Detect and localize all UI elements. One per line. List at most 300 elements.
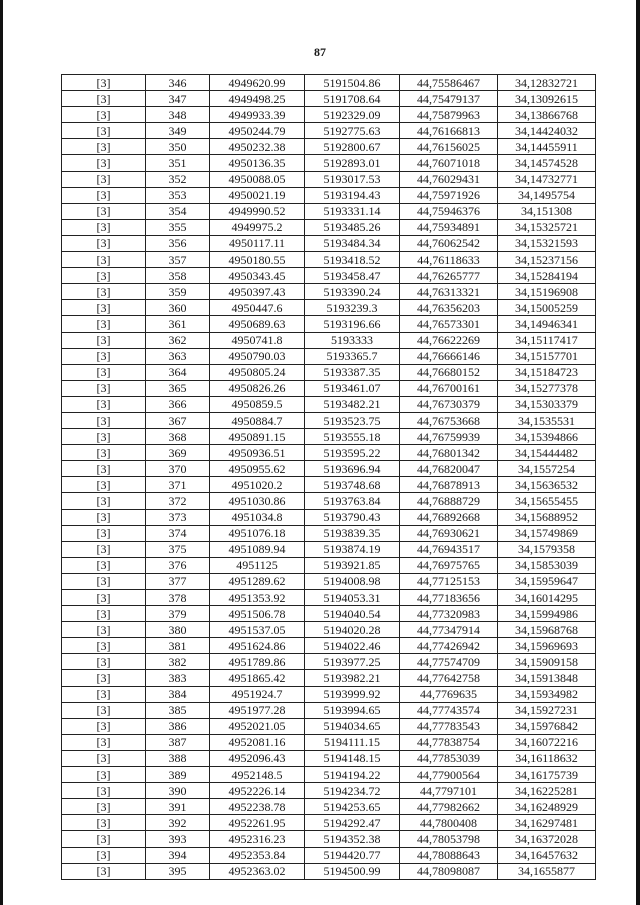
latitude-cell: 44,75971926 — [400, 187, 498, 203]
x-coordinate-cell: 4951865.42 — [210, 670, 305, 686]
table-row — [62, 557, 596, 573]
point-number-cell: 380 — [146, 622, 210, 638]
source-ref-cell: [3] — [62, 348, 146, 364]
point-number-cell: 376 — [146, 557, 210, 573]
latitude-cell: 44,75934891 — [400, 219, 498, 235]
x-coordinate-cell: 4952148.5 — [210, 767, 305, 783]
longitude-cell: 34,15237156 — [498, 252, 596, 268]
source-ref-cell: [3] — [62, 847, 146, 863]
y-coordinate-cell: 5191504.86 — [305, 75, 400, 91]
table-row — [62, 493, 596, 509]
point-number-cell: 349 — [146, 123, 210, 139]
source-ref-cell: [3] — [62, 493, 146, 509]
longitude-cell: 34,1557254 — [498, 461, 596, 477]
x-coordinate-cell: 4949990.52 — [210, 203, 305, 219]
longitude-cell: 34,15394866 — [498, 429, 596, 445]
point-number-cell: 363 — [146, 348, 210, 364]
y-coordinate-cell: 5194194.22 — [305, 767, 400, 783]
x-coordinate-cell: 4951034.8 — [210, 509, 305, 525]
longitude-cell: 34,14455911 — [498, 139, 596, 155]
source-ref-cell: [3] — [62, 831, 146, 847]
table-row — [62, 107, 596, 123]
point-number-cell: 383 — [146, 670, 210, 686]
source-ref-cell: [3] — [62, 316, 146, 332]
longitude-cell: 34,15321593 — [498, 235, 596, 251]
y-coordinate-cell: 5193982.21 — [305, 670, 400, 686]
table-row — [62, 332, 596, 348]
table-row — [62, 364, 596, 380]
longitude-cell: 34,15934982 — [498, 686, 596, 702]
source-ref-cell: [3] — [62, 702, 146, 718]
table-row — [62, 171, 596, 187]
point-number-cell: 385 — [146, 702, 210, 718]
point-number-cell: 368 — [146, 429, 210, 445]
longitude-cell: 34,15968768 — [498, 622, 596, 638]
latitude-cell: 44,77426942 — [400, 638, 498, 654]
latitude-cell: 44,77125153 — [400, 573, 498, 589]
longitude-cell: 34,15157701 — [498, 348, 596, 364]
latitude-cell: 44,75479137 — [400, 91, 498, 107]
point-number-cell: 350 — [146, 139, 210, 155]
point-number-cell: 362 — [146, 332, 210, 348]
latitude-cell: 44,7800408 — [400, 815, 498, 831]
x-coordinate-cell: 4950891.15 — [210, 429, 305, 445]
x-coordinate-cell: 4951624.86 — [210, 638, 305, 654]
latitude-cell: 44,75946376 — [400, 203, 498, 219]
table-row — [62, 187, 596, 203]
x-coordinate-cell: 4951030.86 — [210, 493, 305, 509]
coordinates-table — [61, 74, 596, 880]
y-coordinate-cell: 5193482.21 — [305, 396, 400, 412]
latitude-cell: 44,77347914 — [400, 622, 498, 638]
longitude-cell: 34,15005259 — [498, 300, 596, 316]
latitude-cell: 44,76666146 — [400, 348, 498, 364]
point-number-cell: 366 — [146, 396, 210, 412]
x-coordinate-cell: 4951353.92 — [210, 590, 305, 606]
point-number-cell: 361 — [146, 316, 210, 332]
longitude-cell: 34,1535531 — [498, 412, 596, 428]
table-row — [62, 300, 596, 316]
longitude-cell: 34,15994986 — [498, 606, 596, 622]
source-ref-cell: [3] — [62, 718, 146, 734]
y-coordinate-cell: 5194253.65 — [305, 799, 400, 815]
longitude-cell: 34,16175739 — [498, 767, 596, 783]
x-coordinate-cell: 4950826.26 — [210, 380, 305, 396]
page-number: 87 — [314, 45, 326, 59]
source-ref-cell: [3] — [62, 525, 146, 541]
table-row — [62, 815, 596, 831]
y-coordinate-cell: 5193331.14 — [305, 203, 400, 219]
source-ref-cell: [3] — [62, 235, 146, 251]
longitude-cell: 34,15196908 — [498, 284, 596, 300]
source-ref-cell: [3] — [62, 461, 146, 477]
point-number-cell: 382 — [146, 654, 210, 670]
longitude-cell: 34,15969693 — [498, 638, 596, 654]
y-coordinate-cell: 5193239.3 — [305, 300, 400, 316]
table-row — [62, 654, 596, 670]
longitude-cell: 34,15184723 — [498, 364, 596, 380]
table-row — [62, 767, 596, 783]
longitude-cell: 34,14424032 — [498, 123, 596, 139]
point-number-cell: 378 — [146, 590, 210, 606]
point-number-cell: 354 — [146, 203, 210, 219]
point-number-cell: 390 — [146, 783, 210, 799]
y-coordinate-cell: 5193994.65 — [305, 702, 400, 718]
x-coordinate-cell: 4952261.95 — [210, 815, 305, 831]
y-coordinate-cell: 5193595.22 — [305, 445, 400, 461]
source-ref-cell: [3] — [62, 268, 146, 284]
point-number-cell: 394 — [146, 847, 210, 863]
y-coordinate-cell: 5194420.77 — [305, 847, 400, 863]
point-number-cell: 357 — [146, 252, 210, 268]
y-coordinate-cell: 5193461.07 — [305, 380, 400, 396]
longitude-cell: 34,15655455 — [498, 493, 596, 509]
latitude-cell: 44,76071018 — [400, 155, 498, 171]
y-coordinate-cell: 5193418.52 — [305, 252, 400, 268]
y-coordinate-cell: 5193790.43 — [305, 509, 400, 525]
point-number-cell: 375 — [146, 541, 210, 557]
x-coordinate-cell: 4950936.51 — [210, 445, 305, 461]
x-coordinate-cell: 4950741.8 — [210, 332, 305, 348]
latitude-cell: 44,77574709 — [400, 654, 498, 670]
latitude-cell: 44,76759939 — [400, 429, 498, 445]
y-coordinate-cell: 5194053.31 — [305, 590, 400, 606]
x-coordinate-cell: 4950397.43 — [210, 284, 305, 300]
point-number-cell: 365 — [146, 380, 210, 396]
x-coordinate-cell: 4952363.02 — [210, 863, 305, 879]
y-coordinate-cell: 5194111.15 — [305, 734, 400, 750]
latitude-cell: 44,76878913 — [400, 477, 498, 493]
point-number-cell: 358 — [146, 268, 210, 284]
x-coordinate-cell: 4949933.39 — [210, 107, 305, 123]
x-coordinate-cell: 4950244.79 — [210, 123, 305, 139]
source-ref-cell: [3] — [62, 332, 146, 348]
x-coordinate-cell: 4950343.45 — [210, 268, 305, 284]
y-coordinate-cell: 5193365.7 — [305, 348, 400, 364]
point-number-cell: 348 — [146, 107, 210, 123]
longitude-cell: 34,15976842 — [498, 718, 596, 734]
table-row — [62, 718, 596, 734]
table-row — [62, 638, 596, 654]
longitude-cell: 34,16372028 — [498, 831, 596, 847]
latitude-cell: 44,76930621 — [400, 525, 498, 541]
y-coordinate-cell: 5193763.84 — [305, 493, 400, 509]
table-row — [62, 590, 596, 606]
longitude-cell: 34,15325721 — [498, 219, 596, 235]
y-coordinate-cell: 5192893.01 — [305, 155, 400, 171]
y-coordinate-cell: 5194148.15 — [305, 750, 400, 766]
point-number-cell: 395 — [146, 863, 210, 879]
point-number-cell: 351 — [146, 155, 210, 171]
longitude-cell: 34,15284194 — [498, 268, 596, 284]
source-ref-cell: [3] — [62, 606, 146, 622]
point-number-cell: 392 — [146, 815, 210, 831]
latitude-cell: 44,76730379 — [400, 396, 498, 412]
source-ref-cell: [3] — [62, 573, 146, 589]
table-row — [62, 203, 596, 219]
source-ref-cell: [3] — [62, 412, 146, 428]
source-ref-cell: [3] — [62, 364, 146, 380]
table-row — [62, 461, 596, 477]
y-coordinate-cell: 5194352.38 — [305, 831, 400, 847]
table-row — [62, 670, 596, 686]
point-number-cell: 359 — [146, 284, 210, 300]
point-number-cell: 381 — [146, 638, 210, 654]
table-row — [62, 702, 596, 718]
source-ref-cell: [3] — [62, 445, 146, 461]
y-coordinate-cell: 5193017.53 — [305, 171, 400, 187]
x-coordinate-cell: 4952238.78 — [210, 799, 305, 815]
latitude-cell: 44,76573301 — [400, 316, 498, 332]
latitude-cell: 44,76166813 — [400, 123, 498, 139]
x-coordinate-cell: 4950689.63 — [210, 316, 305, 332]
y-coordinate-cell: 5193387.35 — [305, 364, 400, 380]
table-row — [62, 235, 596, 251]
latitude-cell: 44,75586467 — [400, 75, 498, 91]
longitude-cell: 34,14946341 — [498, 316, 596, 332]
latitude-cell: 44,78088643 — [400, 847, 498, 863]
table-row — [62, 750, 596, 766]
table-row — [62, 316, 596, 332]
longitude-cell: 34,16248929 — [498, 799, 596, 815]
x-coordinate-cell: 4950859.5 — [210, 396, 305, 412]
point-number-cell: 353 — [146, 187, 210, 203]
x-coordinate-cell: 4951977.28 — [210, 702, 305, 718]
longitude-cell: 34,15277378 — [498, 380, 596, 396]
table-row — [62, 412, 596, 428]
y-coordinate-cell: 5193977.25 — [305, 654, 400, 670]
x-coordinate-cell: 4951089.94 — [210, 541, 305, 557]
x-coordinate-cell: 4950136.35 — [210, 155, 305, 171]
source-ref-cell: [3] — [62, 155, 146, 171]
source-ref-cell: [3] — [62, 203, 146, 219]
longitude-cell: 34,14574528 — [498, 155, 596, 171]
coordinates-table-body — [62, 75, 596, 880]
longitude-cell: 34,12832721 — [498, 75, 596, 91]
longitude-cell: 34,15117417 — [498, 332, 596, 348]
source-ref-cell: [3] — [62, 300, 146, 316]
source-ref-cell: [3] — [62, 815, 146, 831]
x-coordinate-cell: 4952081.16 — [210, 734, 305, 750]
latitude-cell: 44,7797101 — [400, 783, 498, 799]
point-number-cell: 370 — [146, 461, 210, 477]
longitude-cell: 34,1655877 — [498, 863, 596, 879]
x-coordinate-cell: 4951289.62 — [210, 573, 305, 589]
table-row — [62, 139, 596, 155]
x-coordinate-cell: 4950805.24 — [210, 364, 305, 380]
y-coordinate-cell: 5193484.34 — [305, 235, 400, 251]
point-number-cell: 367 — [146, 412, 210, 428]
longitude-cell: 34,15927231 — [498, 702, 596, 718]
table-row — [62, 847, 596, 863]
point-number-cell: 374 — [146, 525, 210, 541]
x-coordinate-cell: 4951020.2 — [210, 477, 305, 493]
y-coordinate-cell: 5193458.47 — [305, 268, 400, 284]
source-ref-cell: [3] — [62, 380, 146, 396]
point-number-cell: 346 — [146, 75, 210, 91]
point-number-cell: 356 — [146, 235, 210, 251]
scan-edge-left — [0, 0, 3, 905]
source-ref-cell: [3] — [62, 654, 146, 670]
source-ref-cell: [3] — [62, 863, 146, 879]
table-row — [62, 91, 596, 107]
latitude-cell: 44,77900564 — [400, 767, 498, 783]
latitude-cell: 44,77783543 — [400, 718, 498, 734]
x-coordinate-cell: 4950447.6 — [210, 300, 305, 316]
latitude-cell: 44,78053798 — [400, 831, 498, 847]
latitude-cell: 44,76265777 — [400, 268, 498, 284]
y-coordinate-cell: 5193555.18 — [305, 429, 400, 445]
table-row — [62, 606, 596, 622]
x-coordinate-cell: 4950088.05 — [210, 171, 305, 187]
source-ref-cell: [3] — [62, 622, 146, 638]
source-ref-cell: [3] — [62, 429, 146, 445]
table-row — [62, 541, 596, 557]
table-row — [62, 75, 596, 91]
latitude-cell: 44,76892668 — [400, 509, 498, 525]
y-coordinate-cell: 5193874.19 — [305, 541, 400, 557]
table-row — [62, 831, 596, 847]
point-number-cell: 387 — [146, 734, 210, 750]
table-row — [62, 573, 596, 589]
point-number-cell: 360 — [146, 300, 210, 316]
latitude-cell: 44,77320983 — [400, 606, 498, 622]
point-number-cell: 388 — [146, 750, 210, 766]
table-row — [62, 219, 596, 235]
latitude-cell: 44,77183656 — [400, 590, 498, 606]
point-number-cell: 364 — [146, 364, 210, 380]
longitude-cell: 34,13866768 — [498, 107, 596, 123]
point-number-cell: 379 — [146, 606, 210, 622]
latitude-cell: 44,76156025 — [400, 139, 498, 155]
source-ref-cell: [3] — [62, 139, 146, 155]
longitude-cell: 34,15853039 — [498, 557, 596, 573]
longitude-cell: 34,16297481 — [498, 815, 596, 831]
source-ref-cell: [3] — [62, 557, 146, 573]
latitude-cell: 44,76753668 — [400, 412, 498, 428]
y-coordinate-cell: 5193921.85 — [305, 557, 400, 573]
point-number-cell: 369 — [146, 445, 210, 461]
source-ref-cell: [3] — [62, 477, 146, 493]
source-ref-cell: [3] — [62, 75, 146, 91]
longitude-cell: 34,1579358 — [498, 541, 596, 557]
longitude-cell: 34,13092615 — [498, 91, 596, 107]
table-row — [62, 622, 596, 638]
y-coordinate-cell: 5193696.94 — [305, 461, 400, 477]
x-coordinate-cell: 4952096.43 — [210, 750, 305, 766]
table-row — [62, 509, 596, 525]
table-row — [62, 429, 596, 445]
latitude-cell: 44,77982662 — [400, 799, 498, 815]
y-coordinate-cell: 5192329.09 — [305, 107, 400, 123]
latitude-cell: 44,76118633 — [400, 252, 498, 268]
x-coordinate-cell: 4951125 — [210, 557, 305, 573]
source-ref-cell: [3] — [62, 284, 146, 300]
longitude-cell: 34,15749869 — [498, 525, 596, 541]
x-coordinate-cell: 4950955.62 — [210, 461, 305, 477]
latitude-cell: 44,76801342 — [400, 445, 498, 461]
point-number-cell: 371 — [146, 477, 210, 493]
x-coordinate-cell: 4950884.7 — [210, 412, 305, 428]
x-coordinate-cell: 4952316.23 — [210, 831, 305, 847]
longitude-cell: 34,14732771 — [498, 171, 596, 187]
longitude-cell: 34,15303379 — [498, 396, 596, 412]
y-coordinate-cell: 5193748.68 — [305, 477, 400, 493]
latitude-cell: 44,77743574 — [400, 702, 498, 718]
point-number-cell: 355 — [146, 219, 210, 235]
table-row — [62, 348, 596, 364]
point-number-cell: 352 — [146, 171, 210, 187]
source-ref-cell: [3] — [62, 187, 146, 203]
x-coordinate-cell: 4951789.86 — [210, 654, 305, 670]
latitude-cell: 44,76700161 — [400, 380, 498, 396]
y-coordinate-cell: 5194500.99 — [305, 863, 400, 879]
longitude-cell: 34,15959647 — [498, 573, 596, 589]
latitude-cell: 44,76943517 — [400, 541, 498, 557]
x-coordinate-cell: 4950180.55 — [210, 252, 305, 268]
table-row — [62, 799, 596, 815]
source-ref-cell: [3] — [62, 252, 146, 268]
x-coordinate-cell: 4950021.19 — [210, 187, 305, 203]
table-row — [62, 525, 596, 541]
table-row — [62, 396, 596, 412]
table-row — [62, 686, 596, 702]
y-coordinate-cell: 5192800.67 — [305, 139, 400, 155]
source-ref-cell: [3] — [62, 767, 146, 783]
point-number-cell: 347 — [146, 91, 210, 107]
x-coordinate-cell: 4952021.05 — [210, 718, 305, 734]
longitude-cell: 34,16072216 — [498, 734, 596, 750]
table-row — [62, 734, 596, 750]
y-coordinate-cell: 5193523.75 — [305, 412, 400, 428]
y-coordinate-cell: 5193196.66 — [305, 316, 400, 332]
table-row — [62, 380, 596, 396]
y-coordinate-cell: 5193333 — [305, 332, 400, 348]
source-ref-cell: [3] — [62, 123, 146, 139]
source-ref-cell: [3] — [62, 750, 146, 766]
x-coordinate-cell: 4950117.11 — [210, 235, 305, 251]
x-coordinate-cell: 4950232.38 — [210, 139, 305, 155]
source-ref-cell: [3] — [62, 734, 146, 750]
scan-edge-right — [636, 0, 640, 905]
table-row — [62, 284, 596, 300]
latitude-cell: 44,77642758 — [400, 670, 498, 686]
latitude-cell: 44,77853039 — [400, 750, 498, 766]
longitude-cell: 34,15913848 — [498, 670, 596, 686]
point-number-cell: 393 — [146, 831, 210, 847]
latitude-cell: 44,76975765 — [400, 557, 498, 573]
y-coordinate-cell: 5194234.72 — [305, 783, 400, 799]
source-ref-cell: [3] — [62, 799, 146, 815]
source-ref-cell: [3] — [62, 541, 146, 557]
y-coordinate-cell: 5193839.35 — [305, 525, 400, 541]
point-number-cell: 373 — [146, 509, 210, 525]
latitude-cell: 44,76356203 — [400, 300, 498, 316]
source-ref-cell: [3] — [62, 396, 146, 412]
longitude-cell: 34,15909158 — [498, 654, 596, 670]
y-coordinate-cell: 5191708.64 — [305, 91, 400, 107]
x-coordinate-cell: 4952226.14 — [210, 783, 305, 799]
table-row — [62, 445, 596, 461]
point-number-cell: 389 — [146, 767, 210, 783]
y-coordinate-cell: 5193194.43 — [305, 187, 400, 203]
latitude-cell: 44,7769635 — [400, 686, 498, 702]
source-ref-cell: [3] — [62, 590, 146, 606]
longitude-cell: 34,16457632 — [498, 847, 596, 863]
y-coordinate-cell: 5193999.92 — [305, 686, 400, 702]
table-row — [62, 268, 596, 284]
latitude-cell: 44,76062542 — [400, 235, 498, 251]
